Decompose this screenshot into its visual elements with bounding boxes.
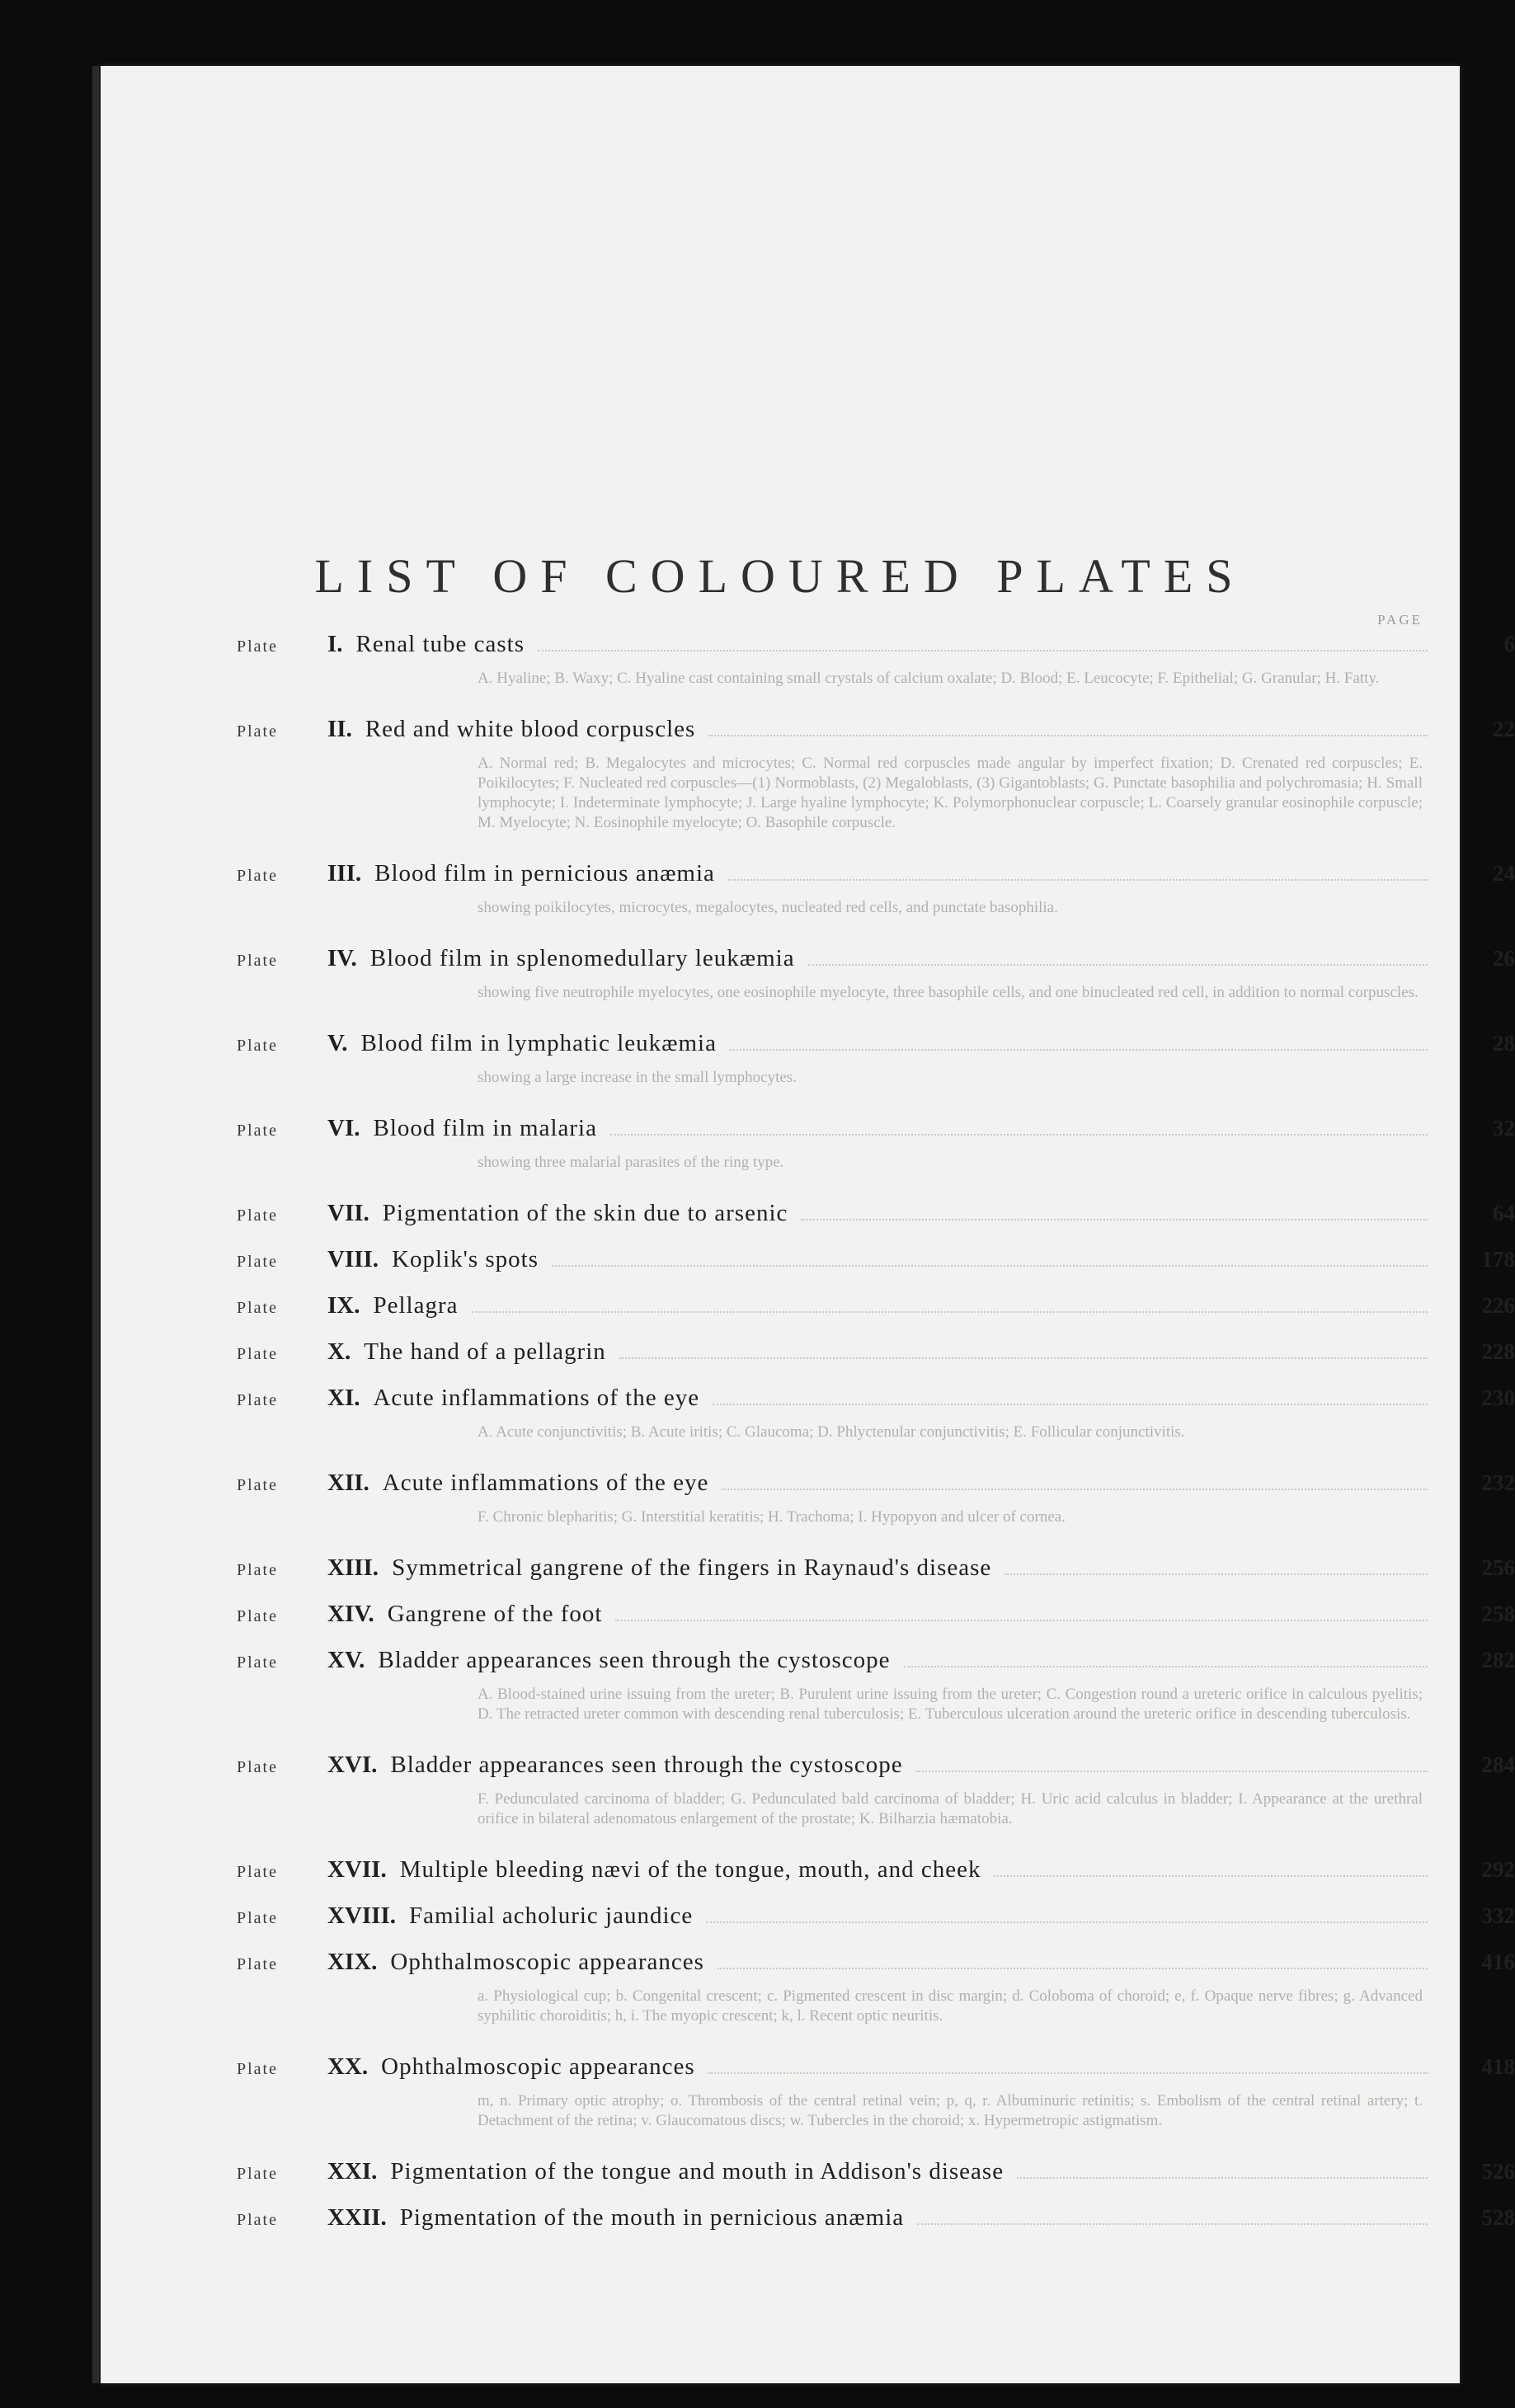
plate-title: Bladder appearances seen through the cystoscope [378, 1647, 891, 1673]
plate-line [237, 1470, 1515, 1503]
plate-numeral: XVIII. [327, 1902, 396, 1929]
leader-dots [708, 735, 1428, 736]
leader-dots [1017, 2177, 1428, 2179]
plate-description: a. Physiological cup; b. Congenital crescent; c. Pigmented crescent in disc margin; d. Coloboma of choroid; e, f. Opaque nerve fibres; g. Advanced syphilitic choroiditis; h, i. The myopic crescent; k, l. Recent optic neuritis. [478, 1987, 1423, 2025]
leader-dots [728, 879, 1428, 881]
plate-numeral: XVII. [327, 1856, 387, 1883]
plate-line [237, 1949, 1515, 1982]
plate-entry [237, 1554, 1515, 1587]
plate-label: Plate [237, 1653, 278, 1672]
plate-line [237, 1030, 1515, 1063]
plate-line [237, 631, 1515, 664]
plate-entry [237, 1470, 1515, 1527]
plate-title: Acute inflammations of the eye [382, 1470, 709, 1496]
plate-entry [237, 1115, 1515, 1173]
plate-description: showing a large increase in the small lymphocytes. [478, 1069, 797, 1086]
plate-numeral: XVI. [327, 1752, 378, 1778]
plate-description: A. Hyaline; B. Waxy; C. Hyaline cast containing small crystals of calcium oxalate; D. Blood; E. Leucocyte; F. Epithelial; G. Granular; H. Fatty. [478, 670, 1380, 687]
page-number: 418 [1481, 2054, 1515, 2079]
plate-line [237, 1115, 1515, 1148]
plate-label: Plate [237, 1955, 278, 1973]
plate-title: Familial acholuric jaundice [409, 1902, 694, 1929]
plate-title: Blood film in splenomedullary leukæmia [369, 945, 795, 971]
plate-line [237, 716, 1515, 749]
leader-dots [808, 964, 1428, 966]
plate-numeral: II. [327, 716, 352, 742]
plate-title: Ophthalmoscopic appearances [390, 1949, 704, 1975]
plate-numeral: I. [327, 631, 343, 657]
plate-line [237, 2204, 1515, 2237]
plate-entry [237, 1338, 1515, 1371]
plate-label: Plate [237, 2165, 278, 2183]
plate-entry [237, 631, 1515, 689]
plate-title: Renal tube casts [355, 631, 525, 657]
page-edge [92, 66, 99, 2383]
page-number: 28 [1493, 1031, 1515, 1056]
plate-numeral: IX. [327, 1292, 360, 1319]
plate-entry [237, 1752, 1515, 1829]
page-number: 232 [1481, 1470, 1515, 1495]
page-number: 178 [1481, 1247, 1515, 1272]
plate-line [237, 1554, 1515, 1587]
leader-dots [619, 1357, 1428, 1359]
plate-title: Gangrene of the foot [387, 1601, 603, 1627]
leader-dots [538, 650, 1428, 651]
plate-line [237, 2053, 1515, 2086]
plate-label: Plate [237, 1607, 278, 1625]
plate-description: F. Chronic blepharitis; G. Interstitial keratitis; H. Trachoma; I. Hypopyon and ulcer of cornea. [478, 1508, 1066, 1526]
plate-title: Symmetrical gangrene of the fingers in Raynaud's disease [392, 1554, 992, 1581]
plate-label: Plate [237, 867, 278, 885]
plate-line [237, 860, 1515, 893]
plate-description: showing three malarial parasites of the ring type. [478, 1154, 784, 1171]
plate-label: Plate [237, 1122, 278, 1140]
plate-entry [237, 1385, 1515, 1442]
page-number: 26 [1493, 946, 1515, 971]
plate-numeral: VI. [327, 1115, 360, 1141]
page-number: 6 [1503, 632, 1515, 656]
page-number: 256 [1481, 1555, 1515, 1580]
plate-label: Plate [237, 1758, 278, 1776]
leader-dots [706, 1921, 1428, 1923]
plate-label: Plate [237, 1863, 278, 1881]
leader-dots [917, 2223, 1428, 2225]
plate-label: Plate [237, 1391, 278, 1409]
plate-label: Plate [237, 1037, 278, 1055]
leader-dots [713, 1404, 1428, 1405]
plate-label: Plate [237, 952, 278, 970]
plate-description: showing five neutrophile myelocytes, one eosinophile myelocyte, three basophile cells, and one binucleated red cell, in addition to normal corpuscles. [478, 984, 1419, 1001]
page [101, 66, 1515, 2383]
leader-dots [722, 1489, 1428, 1490]
leader-dots [472, 1311, 1428, 1313]
plate-label: Plate [237, 1476, 278, 1494]
plate-description: A. Blood-stained urine issuing from the ureter; B. Purulent urine issuing from the ureter; C. Congestion round a ureteric orifice in calculous pyelitis; D. The retracted ureter common with descending renal tuberculosis; E. Tuberculous ulceration around the ureteric orifice in descending tuberculosis. [478, 1686, 1423, 1723]
page-number: 22 [1493, 717, 1515, 741]
plate-entry [237, 1902, 1515, 1935]
plate-entry [237, 1601, 1515, 1634]
plate-description: showing poikilocytes, microcytes, megalocytes, nucleated red cells, and punctate basophilia. [478, 899, 1058, 916]
plate-description: A. Acute conjunctivitis; B. Acute iritis; C. Glaucoma; D. Phlyctenular conjunctivitis; E. Follicular conjunctivitis. [478, 1423, 1185, 1441]
page-number: 228 [1481, 1339, 1515, 1364]
plate-description: m, n. Primary optic atrophy; o. Thrombosis of the central retinal vein; p, q, r. Albuminuric retinitis; s. Embolism of the central retinal artery; t. Detachment of the retina; v. Glaucomatous discs; w. Tubercles in the choroid; x. Hypermetropic astigmatism. [478, 2092, 1423, 2129]
plate-numeral: XI. [327, 1385, 360, 1411]
plate-numeral: XXII. [327, 2204, 387, 2231]
plate-line [237, 1292, 1515, 1325]
leader-dots [730, 1049, 1428, 1051]
page-number: 24 [1493, 861, 1515, 886]
leader-dots [610, 1134, 1428, 1136]
plate-line [237, 945, 1515, 978]
plate-description: A. Normal red; B. Megalocytes and microcytes; C. Normal red corpuscles made angular by imperfect fixation; D. Crenated red corpuscles; E. Poikilocytes; F. Nucleated red corpuscles—(1) Normoblasts, (2) Megaloblasts, (3) Gigantoblasts; G. Punctate basophilia and polychromasia; H. Small lymphocyte; I. Indeterminate lymphocyte; J. Large hyaline lymphocyte; K. Polymorphonuclear corpuscle; L. Coarsely granular eosinophile corpuscle; M. Myelocyte; N. Eosinophile myelocyte; O. Basophile corpuscle. [478, 755, 1423, 831]
page-number: 32 [1493, 1116, 1515, 1141]
plate-label: Plate [237, 1253, 278, 1271]
plate-label: Plate [237, 2211, 278, 2229]
plate-label: Plate [237, 1345, 278, 1363]
plate-numeral: X. [327, 1338, 351, 1365]
plate-line [237, 1246, 1515, 1279]
page-number: 258 [1481, 1601, 1515, 1626]
plate-title: Pigmentation of the skin due to arsenic [382, 1200, 788, 1226]
plate-title: Bladder appearances seen through the cystoscope [390, 1752, 903, 1778]
leader-dots [801, 1219, 1428, 1220]
plate-entry [237, 945, 1515, 1003]
plate-title: Ophthalmoscopic appearances [381, 2053, 695, 2080]
plate-description: F. Pedunculated carcinoma of bladder; G. Pedunculated bald carcinoma of bladder; H. Uric acid calculus in bladder; I. Appearance at the urethral orifice in bilateral adenomatous enlargement of the prostate; K. Bilharzia hæmatobia. [478, 1790, 1423, 1827]
page-number: 226 [1481, 1293, 1515, 1318]
plate-title: Blood film in pernicious anæmia [374, 860, 715, 887]
plate-title: Acute inflammations of the eye [373, 1385, 700, 1411]
page-number: 284 [1481, 1752, 1515, 1777]
plate-numeral: III. [327, 860, 362, 887]
page-number: 292 [1481, 1857, 1515, 1882]
plate-label: Plate [237, 637, 278, 656]
plate-title: Blood film in malaria [373, 1115, 597, 1141]
plate-entry [237, 1030, 1515, 1088]
plate-title: Blood film in lymphatic leukæmia [360, 1030, 717, 1056]
leader-dots [994, 1875, 1428, 1877]
plate-numeral: IV. [327, 945, 357, 971]
leader-dots [904, 1666, 1428, 1667]
plate-entry [237, 1200, 1515, 1233]
plate-label: Plate [237, 1206, 278, 1225]
plate-line [237, 1647, 1515, 1680]
plate-label: Plate [237, 1299, 278, 1317]
plate-entry [237, 1856, 1515, 1889]
plate-title: Multiple bleeding nævi of the tongue, mouth, and cheek [399, 1856, 981, 1883]
leader-dots [708, 2072, 1428, 2074]
leader-dots [1005, 1573, 1428, 1575]
plate-line [237, 1856, 1515, 1889]
plate-line [237, 1601, 1515, 1634]
plate-numeral: VII. [327, 1200, 369, 1226]
plate-entry [237, 2158, 1515, 2191]
leader-dots [615, 1620, 1428, 1621]
leader-dots [916, 1771, 1428, 1772]
plate-line [237, 1385, 1515, 1418]
plate-list [237, 631, 1515, 2250]
plate-line [237, 1338, 1515, 1371]
plate-title: Pellagra [373, 1292, 459, 1319]
plate-numeral: XX. [327, 2053, 369, 2080]
page-number: 230 [1481, 1385, 1515, 1410]
plate-label: Plate [237, 722, 278, 741]
plate-entry [237, 1949, 1515, 2026]
plate-entry [237, 1647, 1515, 1724]
plate-numeral: VIII. [327, 1246, 379, 1272]
page-number: 282 [1481, 1648, 1515, 1672]
page-number: 332 [1481, 1903, 1515, 1928]
plate-numeral: XIII. [327, 1554, 379, 1581]
plate-title: The hand of a pellagrin [364, 1338, 606, 1365]
plate-entry [237, 1246, 1515, 1279]
plate-numeral: V. [327, 1030, 348, 1056]
plate-line [237, 1200, 1515, 1233]
plate-title: Pigmentation of the tongue and mouth in Addison's disease [390, 2158, 1005, 2185]
plate-label: Plate [237, 1909, 278, 1927]
plate-title: Koplik's spots [392, 1246, 539, 1272]
plate-title: Pigmentation of the mouth in pernicious anæmia [399, 2204, 905, 2231]
plate-numeral: XII. [327, 1470, 369, 1496]
plate-line [237, 1752, 1515, 1785]
plate-entry [237, 716, 1515, 833]
plate-label: Plate [237, 1561, 278, 1579]
plate-entry [237, 2053, 1515, 2131]
plate-entry [237, 1292, 1515, 1325]
page-title: LIST OF COLOURED PLATES [314, 549, 1246, 603]
plate-numeral: XXI. [327, 2158, 378, 2185]
page-number: 526 [1481, 2159, 1515, 2184]
plate-line [237, 1902, 1515, 1935]
plate-entry [237, 860, 1515, 918]
page-column-header: PAGE [1377, 612, 1423, 628]
page-number: 416 [1481, 1949, 1515, 1974]
plate-line [237, 2158, 1515, 2191]
plate-numeral: XIV. [327, 1601, 374, 1627]
plate-title: Red and white blood corpuscles [365, 716, 696, 742]
page-number: 528 [1481, 2205, 1515, 2230]
page-number: 64 [1493, 1201, 1515, 1225]
leader-dots [552, 1265, 1428, 1267]
plate-numeral: XV. [327, 1647, 365, 1673]
plate-numeral: XIX. [327, 1949, 378, 1975]
plate-entry [237, 2204, 1515, 2237]
leader-dots [718, 1968, 1428, 1969]
plate-label: Plate [237, 2060, 278, 2078]
